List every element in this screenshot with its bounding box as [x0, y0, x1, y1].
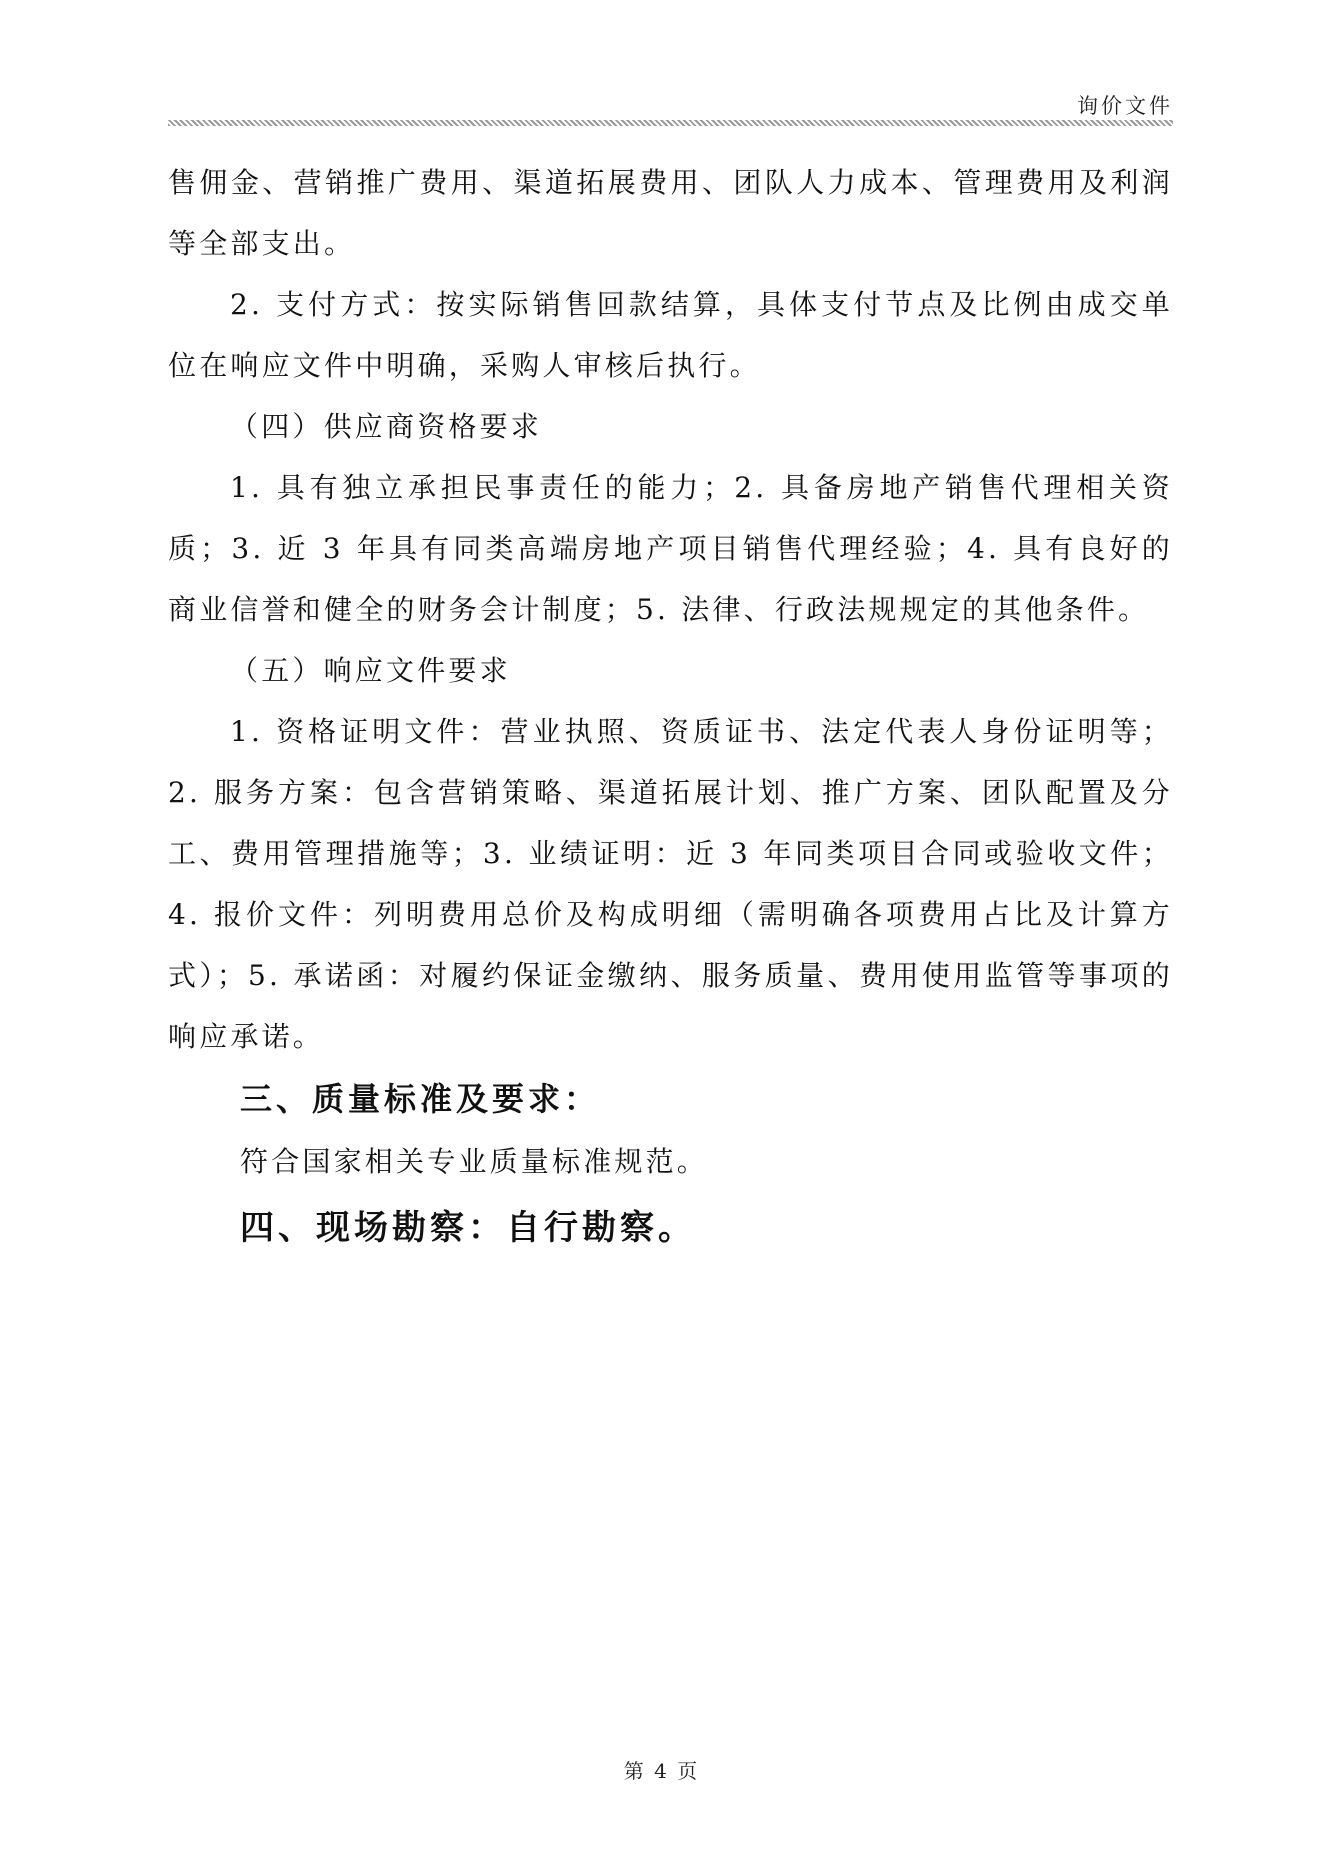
paragraph-response-requirements: 1. 资格证明文件：营业执照、资质证书、法定代表人身份证明等；2. 服务方案：包含营销策略、渠道拓展计划、推广方案、团队配置及分工、费用管理措施等；3. 业绩证明：近 3 年同类项目合同或验收文件；4. 报价文件：列明费用总价及构成明细（需明确各项费用占比及计算方式）；5. 承诺函：对履约保证金缴纳、服务质量、费用使用监管等事项的响应承诺。: [168, 715, 1174, 1053]
subheading-supplier-qualification: （四）供应商资格要求: [230, 410, 543, 443]
paragraph-quality-standard: 符合国家相关专业质量标准规范。: [240, 1145, 709, 1178]
section-heading-site-survey: 四、现场勘察：自行勘察。: [240, 1208, 696, 1248]
paragraph-fee-continuation: 售佣金、营销推广费用、渠道拓展费用、团队人力成本、管理费用及利润 等全部支出。: [168, 166, 1173, 260]
subheading-response-requirements: （五）响应文件要求: [230, 654, 511, 687]
header-divider: [168, 120, 1173, 126]
paragraph-supplier-qualification: 1. 具有独立承担民事责任的能力；2. 具备房地产销售代理相关资质；3. 近 3 年具有同类高端房地产项目销售代理经验；4. 具有良好的商业信誉和健全的财务会计制度；5. 法律、行政法规规定的其他条件。: [168, 471, 1173, 626]
page-number: 第 4 页: [623, 1759, 700, 1783]
section-heading-quality: 三、质量标准及要求：: [240, 1080, 601, 1118]
paragraph-payment-method: 2. 支付方式：按实际销售回款结算，具体支付节点及比例由成交单位在响应文件中明确，采购人审核后执行。: [168, 288, 1173, 382]
document-body: [168, 152, 1173, 1260]
header-label: 询价文件: [1077, 94, 1173, 118]
